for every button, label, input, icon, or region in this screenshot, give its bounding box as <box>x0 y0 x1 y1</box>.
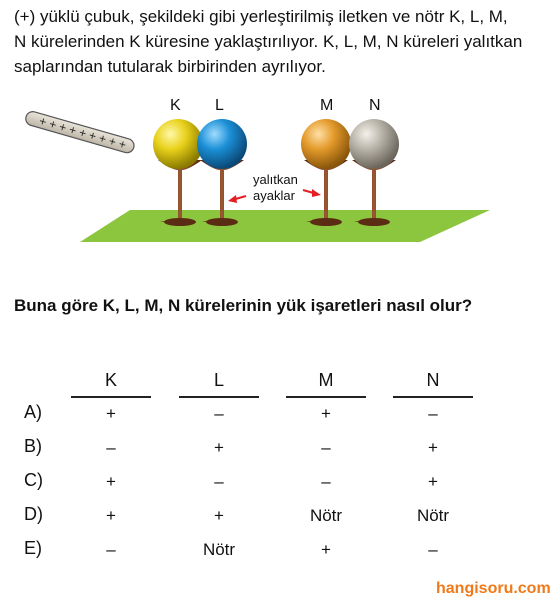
column-header-l: L <box>213 370 224 390</box>
header-underline <box>179 396 259 398</box>
option-a-label[interactable]: A) <box>24 402 42 422</box>
option-e-m: + <box>321 540 331 559</box>
stand-label-line2: ayaklar <box>253 188 295 203</box>
option-d-l: + <box>214 506 224 525</box>
option-a-n: – <box>428 404 438 423</box>
option-b-m: – <box>321 438 331 457</box>
option-e-label[interactable]: E) <box>24 538 42 558</box>
header-underline <box>286 396 366 398</box>
label-n: N <box>369 97 381 114</box>
column-header-n: N <box>426 370 440 390</box>
label-m: M <box>320 97 334 114</box>
rod-charges: + + + + + + + + + <box>37 113 128 153</box>
option-a-k: + <box>106 404 116 423</box>
arrow-right-icon <box>303 189 321 197</box>
column-header-m: M <box>318 370 334 390</box>
header-underline <box>71 396 151 398</box>
option-e-l: Nötr <box>202 540 236 559</box>
option-d-label[interactable]: D) <box>24 504 43 524</box>
option-a-l: – <box>214 404 224 423</box>
experiment-figure <box>20 92 520 252</box>
option-e-k: – <box>106 540 116 559</box>
sphere-k <box>153 119 203 169</box>
option-a-m: + <box>321 404 331 423</box>
experiment-illustration <box>20 92 520 252</box>
option-c-n: + <box>428 472 438 491</box>
option-b-n: + <box>428 438 438 457</box>
stand-label-line1: yalıtkan <box>253 172 298 187</box>
option-d-k: + <box>106 506 116 525</box>
header-underline <box>393 396 473 398</box>
option-b-k: – <box>106 438 116 457</box>
option-b-l: + <box>214 438 224 457</box>
option-c-l: – <box>214 472 224 491</box>
answer-options-table <box>0 366 538 566</box>
option-c-m: – <box>321 472 331 491</box>
label-l: L <box>215 97 224 114</box>
option-e-n: – <box>428 540 438 559</box>
option-d-n: Nötr <box>416 506 450 525</box>
intro-text: (+) yüklü çubuk, şekildeki gibi yerleştirilmiş iletken ve nötr K, L, M, N kürelerinden K küresine yaklaştırılıyor. K, L, M, N küreleri yalıtkan saplarından tutularak birbirinden ayrılıyor. <box>14 7 523 76</box>
arrow-left-icon <box>228 195 246 203</box>
question-text: Buna göre K, L, M, N kürelerinin yük işaretleri nasıl olur? <box>14 296 473 315</box>
option-c-label[interactable]: C) <box>24 470 43 490</box>
sphere-m <box>301 119 351 169</box>
charged-rod <box>24 110 136 154</box>
label-k: K <box>170 97 181 114</box>
option-c-k: + <box>106 472 116 491</box>
column-header-k: K <box>104 370 117 390</box>
ground-plane <box>80 210 490 242</box>
option-b-label[interactable]: B) <box>24 436 42 456</box>
option-d-m: Nötr <box>309 506 343 525</box>
sphere-n <box>349 119 399 169</box>
watermark-logo: hangisoru.com <box>436 580 551 597</box>
sphere-l <box>197 119 247 169</box>
